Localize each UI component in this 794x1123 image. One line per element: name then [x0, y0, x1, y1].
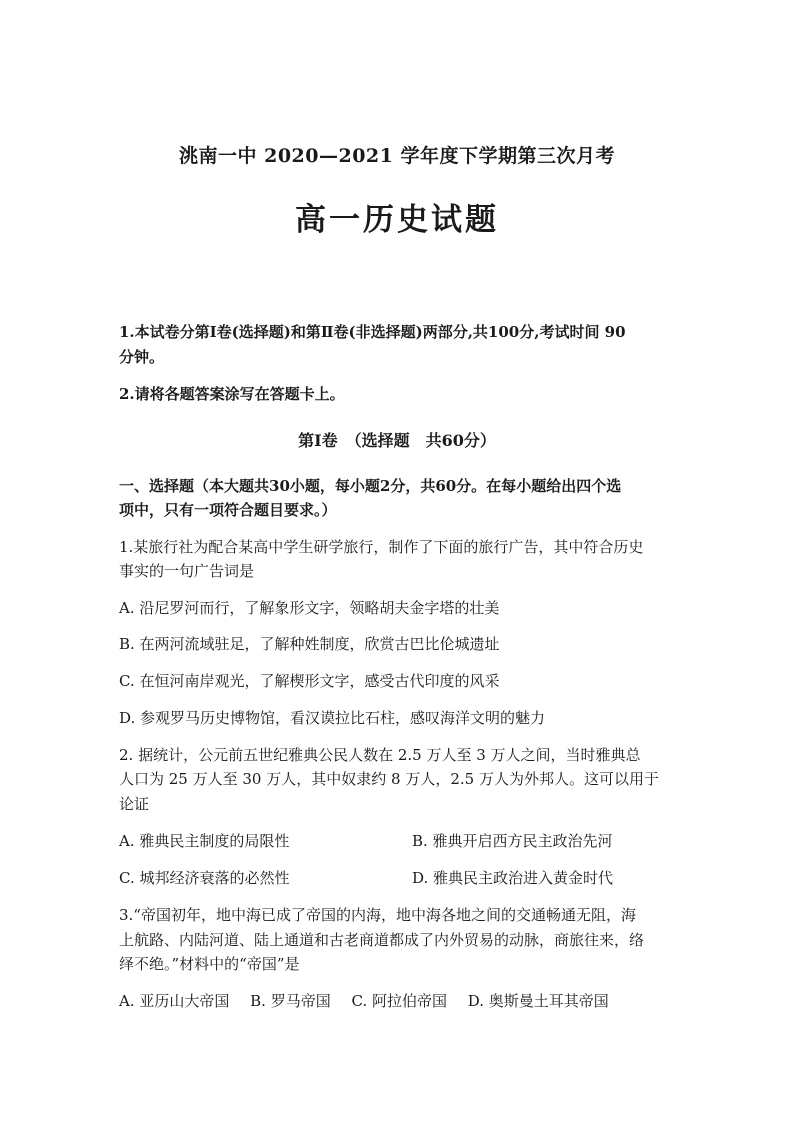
question-3-options [119, 991, 625, 1011]
question-3-option-c: C. 阿拉伯帝国 [351, 992, 447, 1010]
question-2-option-c: C. 城邦经济衰落的必然性 [119, 869, 290, 887]
instruction-1-line-1: 1.本试卷分第Ⅰ卷(选择题)和第Ⅱ卷(非选择题)两部分,共100分,考试时间 90 [119, 323, 626, 341]
question-3-stem-line-3: 绎不绝。”材料中的“帝国”是 [119, 955, 300, 973]
question-2-option-a: A. 雅典民主制度的局限性 [119, 832, 290, 850]
part-heading-line-2: 项中，只有一项符合题目要求。） [119, 501, 337, 519]
question-1-stem-line-2: 事实的一句广告词是 [119, 562, 255, 580]
question-2-option-b: B. 雅典开启西方民主政治先河 [412, 832, 613, 850]
instruction-2: 2.请将各题答案涂写在答题卡上。 [119, 385, 345, 403]
question-2-stem-line-3: 论证 [119, 795, 150, 813]
instruction-1-line-2: 分钟。 [119, 348, 165, 366]
exam-name: 洮南一中 2020—2021 学年度下学期第三次月考 [179, 145, 615, 167]
question-2-stem-line-1: 2. 据统计，公元前五世纪雅典公民人数在 2.5 万人至 3 万人之间，当时雅典总 [119, 746, 641, 764]
question-1-option-c: C. 在恒河南岸观光，了解楔形文字，感受古代印度的风采 [119, 672, 500, 690]
question-3-stem-line-1: 3.“帝国初年，地中海已成了帝国的内海，地中海各地之间的交通畅通无阻，海 [119, 906, 636, 924]
question-1-stem-line-1: 1.某旅行社为配合某高中学生研学旅行，制作了下面的旅行广告，其中符合历史 [119, 538, 644, 556]
question-3-stem-line-2: 上航路、内陆河道、陆上通道和古老商道都成了内外贸易的动脉，商旅往来，络 [119, 931, 645, 949]
question-2-option-d: D. 雅典民主政治进入黄金时代 [412, 869, 614, 887]
question-1-option-b: B. 在两河流域驻足，了解种姓制度，欣赏古巴比伦城遗址 [119, 635, 500, 653]
question-3-option-b: B. 罗马帝国 [250, 992, 331, 1010]
section-heading: 第Ⅰ卷 （选择题 共60分） [298, 431, 496, 450]
question-2-stem-line-2: 人口为 25 万人至 30 万人，其中奴隶约 8 万人，2.5 万人为外邦人。这可以用于 [119, 770, 659, 788]
part-heading-line-1: 一、选择题（本大题共30小题，每小题2分，共60分。在每小题给出四个选 [119, 477, 622, 495]
question-3-option-a: A. 亚历山大帝国 [119, 992, 230, 1010]
question-3-option-d: D. 奥斯曼土耳其帝国 [467, 992, 609, 1010]
page-title: 高一历史试题 [295, 202, 499, 238]
question-1-option-a: A. 沿尼罗河而行，了解象形文字，领略胡夫金字塔的壮美 [119, 599, 500, 617]
question-1-option-d: D. 参观罗马历史博物馆，看汉谟拉比石柱，感叹海洋文明的魅力 [119, 709, 546, 727]
